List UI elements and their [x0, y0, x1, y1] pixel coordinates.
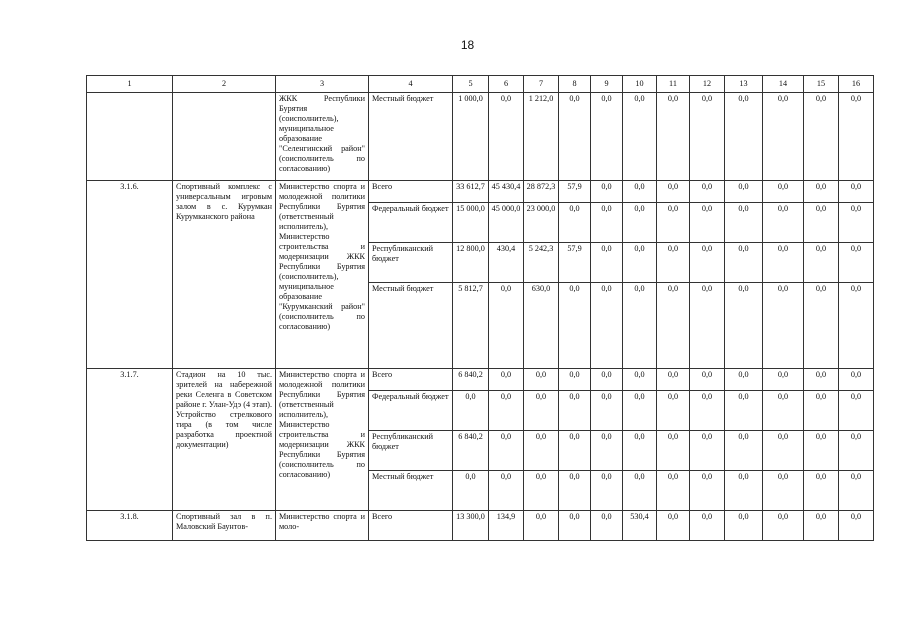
header-cell: 13 [725, 76, 763, 93]
value-cell: 0,0 [839, 369, 874, 391]
page-number: 18 [460, 38, 475, 52]
header-cell: 15 [804, 76, 839, 93]
item-code: 3.1.8. [87, 511, 173, 541]
value-cell: 0,0 [591, 93, 623, 181]
value-cell: 0,0 [559, 283, 591, 369]
value-cell: 0,0 [725, 181, 763, 203]
value-cell: 0,0 [690, 471, 725, 511]
value-cell: 0,0 [623, 283, 657, 369]
value-cell: 6 840,2 [453, 369, 489, 391]
header-cell: 3 [276, 76, 369, 93]
value-cell: 0,0 [804, 369, 839, 391]
value-cell: 0,0 [725, 369, 763, 391]
value-cell: 13 300,0 [453, 511, 489, 541]
table-row [87, 93, 874, 181]
value-cell: 0,0 [489, 431, 524, 471]
value-cell: 430,4 [489, 243, 524, 283]
value-cell: 0,0 [657, 511, 690, 541]
value-cell: 0,0 [804, 471, 839, 511]
header-cell: 9 [591, 76, 623, 93]
value-cell: 0,0 [763, 471, 804, 511]
item-executor: Министерство спорта и молодежной политики Республики Бурятия (ответственный исполнитель), Министерство строительства и модернизации ЖКК Республики Бурятия (соисполнитель), муниципальное образование "Курумканский район" (соисполнитель по согласованию) [276, 181, 369, 369]
value-cell: 5 242,3 [524, 243, 559, 283]
value-cell: 0,0 [804, 243, 839, 283]
value-cell: 0,0 [657, 181, 690, 203]
item-executor: Министерство спорта и молодежной политики Республики Бурятия (ответственный исполнитель), Министерство строительства и модернизации ЖКК Республики Бурятия (соисполнитель по согласованию) [276, 369, 369, 511]
header-cell: 4 [369, 76, 453, 93]
value-cell: 0,0 [763, 203, 804, 243]
value-cell: 0,0 [524, 369, 559, 391]
item-executor: ЖКК Республики Бурятия (соисполнитель), муниципальное образование "Селенгинский район" (соисполнитель по согласованию) [276, 93, 369, 181]
header-cell: 11 [657, 76, 690, 93]
value-cell: 0,0 [763, 93, 804, 181]
value-cell: 0,0 [489, 391, 524, 431]
budget-table [86, 75, 874, 541]
table-row [87, 511, 874, 541]
value-cell: 0,0 [690, 431, 725, 471]
header-cell: 7 [524, 76, 559, 93]
funding-source: Местный бюджет [369, 93, 453, 181]
header-cell: 2 [173, 76, 276, 93]
funding-source: Местный бюджет [369, 283, 453, 369]
value-cell: 0,0 [725, 391, 763, 431]
value-cell: 6 840,2 [453, 431, 489, 471]
value-cell: 0,0 [623, 203, 657, 243]
value-cell: 0,0 [690, 283, 725, 369]
value-cell: 0,0 [623, 181, 657, 203]
value-cell: 0,0 [453, 471, 489, 511]
value-cell: 0,0 [763, 431, 804, 471]
value-cell: 0,0 [804, 391, 839, 431]
funding-source: Местный бюджет [369, 471, 453, 511]
funding-source: Республиканский бюджет [369, 243, 453, 283]
value-cell: 0,0 [690, 181, 725, 203]
value-cell: 0,0 [591, 511, 623, 541]
header-cell: 14 [763, 76, 804, 93]
value-cell: 0,0 [690, 511, 725, 541]
header-cell: 5 [453, 76, 489, 93]
item-code [87, 93, 173, 181]
value-cell: 0,0 [591, 203, 623, 243]
header-cell: 16 [839, 76, 874, 93]
value-cell: 0,0 [725, 431, 763, 471]
value-cell: 0,0 [804, 511, 839, 541]
header-cell: 6 [489, 76, 524, 93]
item-name [173, 93, 276, 181]
value-cell: 15 000,0 [453, 203, 489, 243]
value-cell: 0,0 [839, 93, 874, 181]
value-cell: 0,0 [623, 471, 657, 511]
value-cell: 0,0 [804, 203, 839, 243]
value-cell: 0,0 [623, 431, 657, 471]
value-cell: 0,0 [839, 471, 874, 511]
item-name: Спортивный комплекс с универсальным игровым залом в с. Курумкан Курумканского района [173, 181, 276, 369]
item-name: Спортивный зал в п. Маловский Баунтов- [173, 511, 276, 541]
value-cell: 0,0 [804, 181, 839, 203]
value-cell: 0,0 [763, 391, 804, 431]
funding-source: Федеральный бюджет [369, 391, 453, 431]
value-cell: 0,0 [657, 369, 690, 391]
value-cell: 0,0 [725, 283, 763, 369]
value-cell: 630,0 [524, 283, 559, 369]
value-cell: 1 000,0 [453, 93, 489, 181]
funding-source: Республиканский бюджет [369, 431, 453, 471]
value-cell: 0,0 [763, 181, 804, 203]
value-cell: 0,0 [559, 369, 591, 391]
value-cell: 0,0 [559, 203, 591, 243]
value-cell: 0,0 [559, 511, 591, 541]
value-cell: 530,4 [623, 511, 657, 541]
value-cell: 57,9 [559, 181, 591, 203]
value-cell: 1 212,0 [524, 93, 559, 181]
item-code: 3.1.7. [87, 369, 173, 511]
value-cell: 0,0 [839, 203, 874, 243]
table-row [87, 369, 874, 391]
value-cell: 0,0 [524, 471, 559, 511]
value-cell: 12 800,0 [453, 243, 489, 283]
value-cell: 0,0 [763, 243, 804, 283]
item-executor: Министерство спорта и моло- [276, 511, 369, 541]
value-cell: 0,0 [804, 431, 839, 471]
value-cell: 0,0 [690, 93, 725, 181]
value-cell: 0,0 [524, 511, 559, 541]
value-cell: 0,0 [725, 93, 763, 181]
value-cell: 23 000,0 [524, 203, 559, 243]
header-row [87, 76, 874, 93]
value-cell: 0,0 [591, 181, 623, 203]
value-cell: 0,0 [725, 511, 763, 541]
funding-source: Федеральный бюджет [369, 203, 453, 243]
value-cell: 33 612,7 [453, 181, 489, 203]
value-cell: 0,0 [591, 283, 623, 369]
value-cell: 0,0 [657, 471, 690, 511]
value-cell: 0,0 [763, 283, 804, 369]
value-cell: 0,0 [763, 369, 804, 391]
value-cell: 0,0 [591, 369, 623, 391]
value-cell: 0,0 [839, 511, 874, 541]
value-cell: 0,0 [623, 93, 657, 181]
value-cell: 0,0 [763, 511, 804, 541]
value-cell: 45 430,4 [489, 181, 524, 203]
value-cell: 0,0 [489, 471, 524, 511]
header-cell: 10 [623, 76, 657, 93]
value-cell: 0,0 [559, 391, 591, 431]
funding-source: Всего [369, 369, 453, 391]
header-cell: 1 [87, 76, 173, 93]
value-cell: 0,0 [690, 243, 725, 283]
value-cell: 0,0 [839, 243, 874, 283]
value-cell: 0,0 [690, 203, 725, 243]
value-cell: 0,0 [623, 391, 657, 431]
value-cell: 0,0 [657, 93, 690, 181]
value-cell: 0,0 [453, 391, 489, 431]
value-cell: 0,0 [591, 391, 623, 431]
value-cell: 0,0 [623, 369, 657, 391]
value-cell: 0,0 [657, 243, 690, 283]
value-cell: 0,0 [690, 391, 725, 431]
value-cell: 0,0 [804, 93, 839, 181]
value-cell: 0,0 [591, 243, 623, 283]
value-cell: 0,0 [559, 431, 591, 471]
value-cell: 0,0 [623, 243, 657, 283]
funding-source: Всего [369, 511, 453, 541]
value-cell: 134,9 [489, 511, 524, 541]
value-cell: 0,0 [839, 181, 874, 203]
value-cell: 0,0 [657, 391, 690, 431]
value-cell: 0,0 [591, 431, 623, 471]
table-row [87, 181, 874, 203]
value-cell: 0,0 [839, 283, 874, 369]
value-cell: 0,0 [524, 431, 559, 471]
value-cell: 0,0 [725, 471, 763, 511]
value-cell: 0,0 [657, 203, 690, 243]
value-cell: 0,0 [524, 391, 559, 431]
value-cell: 28 872,3 [524, 181, 559, 203]
value-cell: 0,0 [591, 471, 623, 511]
header-cell: 8 [559, 76, 591, 93]
item-code: 3.1.6. [87, 181, 173, 369]
value-cell: 0,0 [725, 203, 763, 243]
value-cell: 0,0 [690, 369, 725, 391]
value-cell: 0,0 [839, 391, 874, 431]
value-cell: 0,0 [839, 431, 874, 471]
value-cell: 0,0 [489, 93, 524, 181]
value-cell: 57,9 [559, 243, 591, 283]
item-name: Стадион на 10 тыс. зрителей на набережной реки Селенга в Советском районе г. Улан-Удэ (4 этап). Устройство стрелкового тира (в том числе разработка проектной документации) [173, 369, 276, 511]
value-cell: 0,0 [559, 93, 591, 181]
value-cell: 0,0 [804, 283, 839, 369]
funding-source: Всего [369, 181, 453, 203]
value-cell: 0,0 [725, 243, 763, 283]
header-cell: 12 [690, 76, 725, 93]
value-cell: 0,0 [657, 431, 690, 471]
value-cell: 45 000,0 [489, 203, 524, 243]
value-cell: 5 812,7 [453, 283, 489, 369]
value-cell: 0,0 [559, 471, 591, 511]
value-cell: 0,0 [489, 283, 524, 369]
value-cell: 0,0 [657, 283, 690, 369]
value-cell: 0,0 [489, 369, 524, 391]
